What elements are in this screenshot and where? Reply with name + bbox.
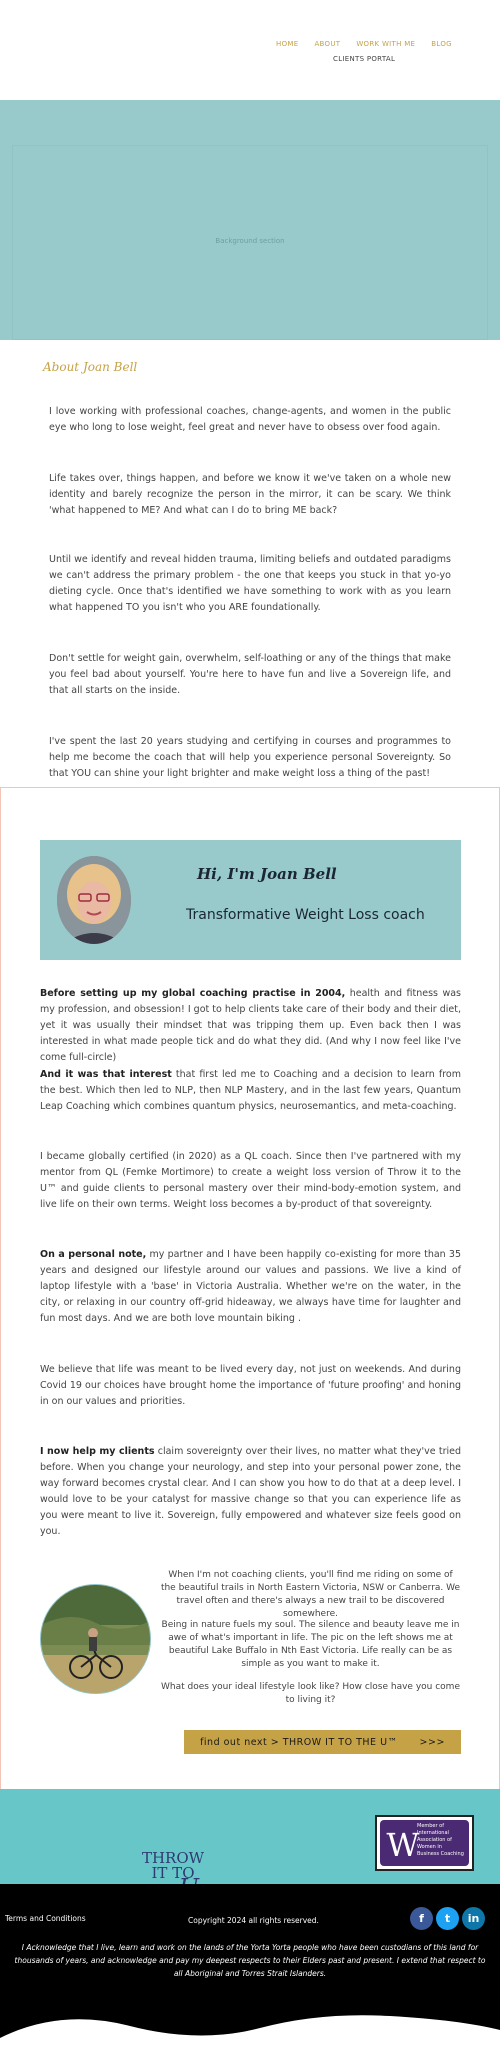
mountain-bike-photo	[40, 1584, 151, 1694]
facebook-icon[interactable]: f	[410, 1907, 433, 1930]
logo-line-1: THROW IT TO	[141, 1849, 205, 1882]
story-p2-bold: And it was that interest	[40, 1069, 172, 1080]
story-paragraph-1	[40, 986, 461, 1066]
twitter-icon[interactable]: t	[436, 1907, 459, 1930]
iaw-line-4: Women in	[417, 1844, 442, 1850]
story-paragraph-2	[40, 1067, 461, 1115]
about-paragraph-1: I love working with professional coaches, change-agents, and women in the public eye who long to lose weight, feel great and never have to obsess over food again.	[49, 406, 451, 433]
story-p1-text: health and fitness was my profession, and obsession! I got to help clients take care of their body and their diet, yet it was usually their mindset that was tripping them up. Even back then I was interested in what made people tick and do what they did. (And why I now feel like I've come full-circle)	[40, 988, 461, 1063]
terms-link[interactable]: Terms and Conditions	[5, 1914, 86, 1923]
story-paragraph-4	[40, 1247, 461, 1327]
story-paragraph-3: I became globally certified (in 2020) as a QL coach. Since then I've partnered with my mentor from QL (Femke Mortimore) to create a weight loss version of Throw it to the U™ and guide clients to personal mastery over their mind-body-emotion system, and live life on their own terms. Weight loss becomes a by-product of that sovereignty.	[40, 1151, 461, 1210]
find-out-next-button[interactable]	[184, 1730, 461, 1754]
cta-label: find out next > THROW IT TO THE U™	[200, 1736, 398, 1748]
about-paragraph-4: Don't settle for weight gain, overwhelm, self-loathing or any of the things that make you feel bad about yourself. You're here to have fun and live a Sovereign life, and that all starts on the inside.	[49, 653, 451, 696]
story-p2-text: that first led me to Coaching and a decision to learn from the best. Which then led to NLP, then NLP Mastery, and in the last few years, Quantum Leap Coaching which combines quantum physics, neurosemantics, and meta-coaching.	[40, 1069, 461, 1112]
story-p6-text: claim sovereignty over their lives, no matter what they've tried before. When you change your neurology, and step into your personal power zone, the way forward becomes crystal clear. And I can show you how to do that at a deep level. I would love to be your catalyst for massive change so that you can experience life as you were meant to live it. Sovereign, fully empowered and whatever size feels good on you.	[40, 1446, 461, 1537]
main-nav	[276, 40, 466, 63]
story-p4-text: my partner and I have been happily co-existing for more than 35 years and designed our lifestyle around our values and passions. We live a kind of laptop lifestyle with a 'base' in Victoria Australia. Whether we're on the water, in the city, or relaxing in our country off-grid hideaway, we always have time for laughter and fun most days. And we are both love mountain biking .	[40, 1249, 461, 1324]
story-paragraph-6	[40, 1444, 461, 1540]
about-paragraph-3: Until we identify and reveal hidden trauma, limiting beliefs and outdated paradigms we can't address the primary problem - the one that keeps you stuck in that yo-yo dieting cycle. Once that's identified we have something to work with as you learn what happened TO you isn't who you ARE foundationally.	[49, 554, 451, 613]
acknowledgement-text: I Acknowledge that I live, learn and work on the lands of the Yorta Yorta people who have been custodians of this land for thousands of years, and acknowledge and pay my deepest respects to their Elders past and present. I extend that respect to all Aboriginal and Torres Strait Islanders.	[14, 1943, 486, 1978]
cta-arrows: >>>	[419, 1736, 445, 1748]
about-paragraph-5: I've spent the last 20 years studying and certifying in courses and programmes to help me become the coach that will help you experience personal Sovereignty. So that YOU can shine your light brighter and make weight loss a thing of the past!	[49, 736, 451, 779]
story-p1-bold: Before setting up my global coaching practise in 2004,	[40, 988, 346, 999]
banner-greeting: Hi, I'm Joan Bell	[197, 865, 337, 883]
iaw-line-5: Business Coaching	[417, 1851, 464, 1857]
about-paragraph-2: Life takes over, things happen, and before we know it we've taken on a whole new identity and barely recognize the person in the mirror, it can be scary. We think 'what happened to ME? And what can I do to bring ME back?	[49, 473, 451, 516]
nav-home[interactable]: HOME	[276, 40, 299, 48]
footer-wave	[0, 2008, 500, 2065]
site-footer	[0, 1884, 500, 2065]
iaw-line-2: International	[417, 1830, 449, 1836]
iaw-line-1: Member of	[417, 1823, 444, 1829]
story-p6-bold: I now help my clients	[40, 1446, 155, 1457]
nav-work-with-me[interactable]: WORK WITH ME	[356, 40, 416, 48]
nav-blog[interactable]: BLOG	[431, 40, 452, 48]
side-paragraph-3: What does your ideal lifestyle look like? How close have you come to living it?	[161, 1682, 460, 1705]
linkedin-icon[interactable]: in	[462, 1907, 485, 1930]
iaw-line-3: Association of	[417, 1837, 452, 1843]
intro-banner	[40, 840, 461, 960]
copyright-text: Copyright 2024 all rights reserved.	[188, 1916, 319, 1925]
banner-subtitle: Transformative Weight Loss coach	[186, 907, 425, 923]
side-paragraph-2: Being in nature fuels my soul. The silence and beauty leave me in awe of what's important in life. The pic on the left shows me at beautiful Lake Buffalo in Nth East Victoria. Life really can be as simple as you want to make it.	[161, 1620, 460, 1669]
portrait-photo	[57, 856, 131, 944]
about-title: About Joan Bell	[43, 360, 138, 374]
story-p4-bold: On a personal note,	[40, 1249, 147, 1260]
hero-label: Background section	[215, 237, 285, 245]
iawbc-w-icon: W	[386, 1826, 420, 1864]
nav-clients-portal[interactable]: CLIENTS PORTAL	[333, 55, 396, 63]
hero-section	[0, 100, 500, 340]
side-paragraph-1: When I'm not coaching clients, you'll find me riding on some of the beautiful trails in North Eastern Victoria, NSW or Canberra. We travel often and there's always a new trail to be discovered somewhere.	[160, 1570, 461, 1619]
iawbc-member-badge[interactable]	[375, 1815, 474, 1871]
story-paragraph-5: We believe that life was meant to be lived every day, not just on weekends. And during Covid 19 our choices have brought home the importance of 'future proofing' and honing in on our values and priorities.	[40, 1364, 461, 1407]
nav-about[interactable]: ABOUT	[314, 40, 341, 48]
